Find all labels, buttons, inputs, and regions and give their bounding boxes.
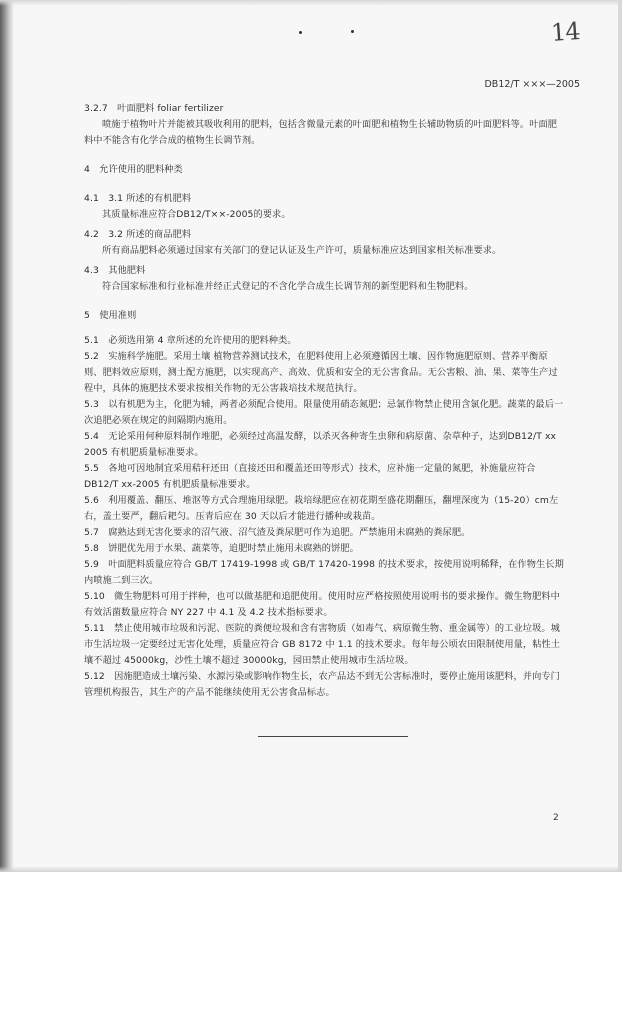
clause-item: 5.12 因施肥造成土壤污染、水源污染或影响作物生长，农产品达不到无公害标准时，要停止施用该肥料，并向专门管理机构报告，其生产的产品不能继续使用无公害食品标志。: [84, 671, 560, 698]
clause-item: 5.11 禁止使用城市垃圾和污泥、医院的粪便垃圾和含有害物质（如毒气、病原微生物、重金属等）的工业垃圾。城市生活垃圾一定要经过无害化处理，质量应符合 GB 8172 中 1.1 的技术要求。每年每公顷农田限制使用量，粘性土壤不超过 45000kg，沙性土壤不超过 30000kg，园田禁止使用城市生活垃圾。: [84, 623, 561, 666]
section-heading: 4 允许使用的肥料种类: [84, 164, 183, 175]
scan-speck: [299, 31, 302, 34]
scan-top-shade: [0, 0, 622, 6]
section-gap: [84, 295, 564, 304]
section-heading: 3.2.7 叶面肥料 foliar fertilizer: [84, 103, 224, 114]
section-heading: 4.2 3.2 所述的商品肥料: [84, 229, 192, 240]
body-paragraph: 喷施于植物叶片并能被其吸收利用的肥料，包括含微量元素的叶面肥和植物生长辅助物质的叶面肥料等。叶面肥料中不能含有化学合成的植物生长调节剂。: [84, 119, 558, 146]
scan-speck: [351, 30, 354, 33]
clause-item: 5.1 必须选用第 4 章所述的允许使用的肥料种类。: [84, 335, 297, 346]
section-gap: [84, 324, 564, 333]
scan-left-shadow: [0, 0, 14, 872]
section-heading: 5 使用准则: [84, 310, 137, 321]
clause-item: 5.4 无论采用何种原料制作堆肥，必须经过高温发酵，以杀灭各种寄生虫卵和病原菌、杂草种子，达到DB12/T xx 2005 有机肥质量标准要求。: [84, 431, 557, 458]
clause-item: 5.10 微生物肥料可用于拌种，也可以做基肥和追肥使用。使用时应严格按照使用说明书的要求操作。微生物肥料中有效活菌数量应符合 NY 227 中 4.1 及 4.2 技术指标要求。: [84, 591, 560, 618]
handwritten-page-number: 14: [550, 17, 581, 47]
body-paragraph: 符合国家标准和行业标准并经正式登记的不含化学合成生长调节剂的新型肥料和生物肥料。: [102, 281, 474, 292]
standard-code: DB12/T ×××—2005: [484, 79, 580, 90]
section-heading: 4.1 3.1 所述的有机肥料: [84, 193, 192, 204]
section-gap: [84, 178, 564, 187]
scan-bottom-edge: [0, 866, 622, 872]
section-gap: [84, 149, 564, 158]
clause-item: 5.5 各地可因地制宜采用秸秆还田（直接还田和覆盖还田等形式）技术，应补施一定量的氮肥，补施量应符合 DB12/T xx-2005 有机肥质量标准要求。: [84, 463, 536, 490]
page-number: 2: [553, 813, 559, 823]
section-heading: 4.3 其他肥料: [84, 265, 146, 276]
clause-item: 5.2 实施科学施肥。采用土壤 植物营养测试技术，在肥料使用上必须遵循因土壤、因作物施肥原则、营养平衡原则、肥料效应原则，测土配方施肥，以实现高产、高效、优质和安全的无公害食品。无公害粮、油、果、菜等生产过程中，具体的施肥技术要求按相关作物的无公害栽培技术规范执行。: [84, 351, 558, 394]
body-paragraph: 所有商品肥料必须通过国家有关部门的登记认证及生产许可，质量标准应达到国家相关标准要求。: [102, 245, 502, 256]
clause-item: 5.9 叶面肥料质量应符合 GB/T 17419-1998 或 GB/T 17420-1998 的技术要求，按使用说明稀释，在作物生长期内喷施二到三次。: [84, 559, 564, 586]
scan-right-strip: [618, 0, 622, 872]
clause-item: 5.8 饼肥优先用于水果、蔬菜等，追肥时禁止施用未腐熟的饼肥。: [84, 543, 359, 554]
clause-item: 5.7 腐熟达到无害化要求的沼气液、沼气渣及粪尿肥可作为追肥。严禁施用未腐熟的粪尿肥。: [84, 527, 471, 538]
body-paragraph: 其质量标准应符合DB12/T××-2005的要求。: [102, 209, 291, 220]
clause-item: 5.3 以有机肥为主，化肥为辅，两者必须配合使用。限量使用硝态氮肥；忌氯作物禁止使用含氯化肥。蔬菜的最后一次追肥必须在规定的间隔期内施用。: [84, 399, 564, 426]
document-body: [84, 97, 564, 701]
clause-item: 5.6 利用覆盖、翻压、堆沤等方式合理施用绿肥。栽培绿肥应在初花期至盛花期翻压，翻埋深度为（15-20）cm左右，盖土要严，翻后耙匀。压青后应在 30 天以后才能进行播种或栽苗。: [84, 495, 559, 522]
end-separator-line: [258, 736, 408, 737]
